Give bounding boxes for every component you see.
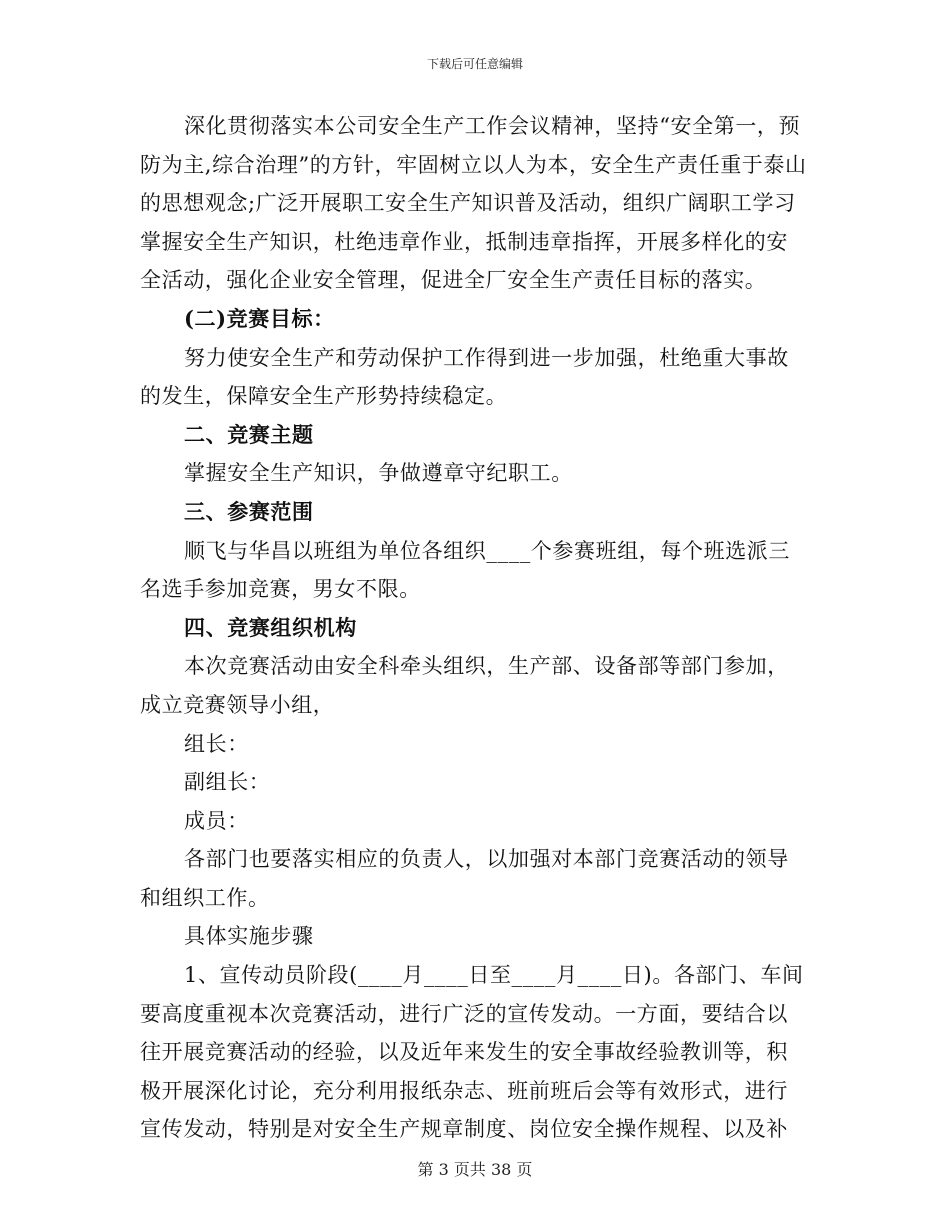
paragraph-step-1: 1、宣传动员阶段(____月____日至____月____日)。各部门、车间要高度重视本次竞赛活动，进行广泛的宣传发动。一方面，要结合以往开展竞赛活动的经验，以及近年来发生的安全事故经验教训等，积极开展深化讨论，充分利用报纸杂志、班前班后会等有效形式，进行宣传发动，特别是对安全生产规章制度、岗位安全操作规程、以及补: [140, 963, 804, 1142]
heading-participation-scope: 三、参赛范围: [184, 498, 314, 524]
document-body: [140, 107, 808, 1149]
paragraph-implementation-title: 具体实施步骤: [184, 924, 314, 949]
heading-competition-goal: (二)竞赛目标：: [184, 305, 335, 331]
paragraph-departments: 各部门也要落实相应的负责人，以加强对本部门竞赛活动的领导和组织工作。: [140, 847, 789, 910]
heading-competition-theme: 二、竞赛主题: [184, 421, 314, 447]
line-members: 成员：: [184, 808, 249, 833]
paragraph-theme: 掌握安全生产知识，争做遵章守纪职工。: [184, 461, 573, 486]
paragraph-goal: 努力使安全生产和劳动保护工作得到进一步加强，杜绝重大事故的发生，保障安全生产形势持续稳定。: [140, 345, 789, 409]
paragraph-scope: 顺飞与华昌以班组为单位各组织____个参赛班组，每个班选派三名选手参加竞赛，男女不限。: [140, 538, 790, 602]
paragraph-intro: 深化贯彻落实本公司安全生产工作会议精神，坚持“安全第一，预防为主,综合治理”的方针，牢固树立以人为本，安全生产责任重于泰山的思想观念;广泛开展职工安全生产知识普及活动，组织广阔职工学习掌握安全生产知识，杜绝违章作业，抵制违章指挥，开展多样化的安全活动，强化企业安全管理，促进全厂安全生产责任目标的落实。: [140, 114, 807, 293]
heading-organization: 四、竞赛组织机构: [184, 614, 357, 640]
page-footer: 第 3 页共 38 页: [417, 1160, 533, 1179]
paragraph-organization: 本次竞赛活动由安全科牵头组织，生产部、设备部等部门参加，成立竞赛领导小组，: [140, 654, 789, 717]
page-header: 下载后可任意编辑: [426, 57, 523, 71]
line-deputy-leader: 副组长：: [184, 770, 271, 795]
line-team-leader: 组长：: [184, 731, 249, 756]
